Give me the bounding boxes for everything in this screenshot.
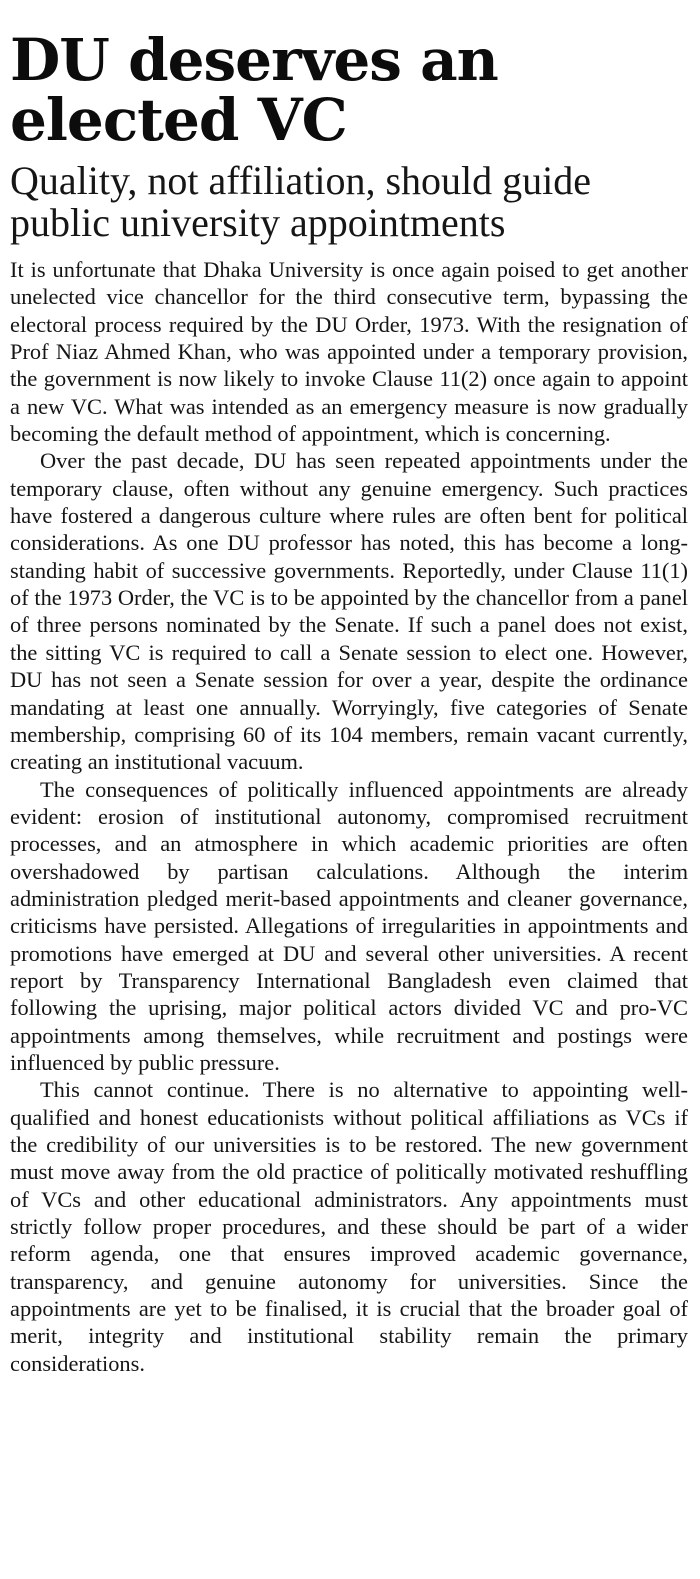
subheadline [10,160,688,244]
headline-line-1: DU deserves an [10,26,498,94]
body-paragraph-4: This cannot continue. There is no alternative to appointing well-qualified and honest educationists without political affiliations as VCs if the credibility of our universities is to be restored. The new government must move away from the old practice of politically motivated reshuffling of VCs and other educational administrators. Any appointments must strictly follow proper procedures, and these should be part of a wider reform agenda, one that ensures improved academic governance, transparency, and genuine autonomy for universities. Since the appointments are yet to be finalised, it is crucial that the broader goal of merit, integrity and institutional stability remain the primary considerations. [10,1077,688,1376]
subheadline-line-1: Quality, not affiliation, should guide [10,158,592,203]
body-paragraph-1: It is unfortunate that Dhaka University is once again poised to get another unelected vice chancellor for the third consecutive term, bypassing the electoral process required by the DU Order, 1973. With the resignation of Prof Niaz Ahmed Khan, who was appointed under a temporary provision, the government is now likely to invoke Clause 11(2) once again to appoint a new VC. What was intended as an emergency measure is now gradually becoming the default method of appointment, which is concerning. [10,257,688,447]
body-paragraph-3: The consequences of politically influenced appointments are already evident: erosion of institutional autonomy, compromised recruitment processes, and an atmosphere in which academic priorities are often overshadowed by partisan calculations. Although the interim administration pledged merit-based appointments and cleaner governance, criticisms have persisted. Allegations of irregularities in appointments and promotions have emerged at DU and several other universities. A recent report by Transparency International Bangladesh even claimed that following the uprising, major political actors divided VC and pro-VC appointments among themselves, while recruitment and postings were influenced by public pressure. [10,776,688,1075]
article-body [10,256,688,1377]
headline [10,0,688,154]
body-paragraph-2: Over the past decade, DU has seen repeated appointments under the temporary clause, often without any genuine emergency. Such practices have fostered a dangerous culture where rules are often bent for political considerations. As one DU professor has noted, this has become a long-standing habit of successive governments. Reportedly, under Clause 11(1) of the 1973 Order, the VC is to be appointed by the chancellor from a panel of three persons nominated by the Senate. If such a panel does not exist, the sitting VC is required to call a Senate session to elect one. However, DU has not seen a Senate session for over a year, despite the ordinance mandating at least one annually. Worryingly, five categories of Senate membership, comprising 60 of its 104 members, remain vacant currently, creating an institutional vacuum. [10,448,688,775]
subheadline-line-2: public university appointments [10,200,506,245]
headline-line-2: elected VC [10,86,347,154]
